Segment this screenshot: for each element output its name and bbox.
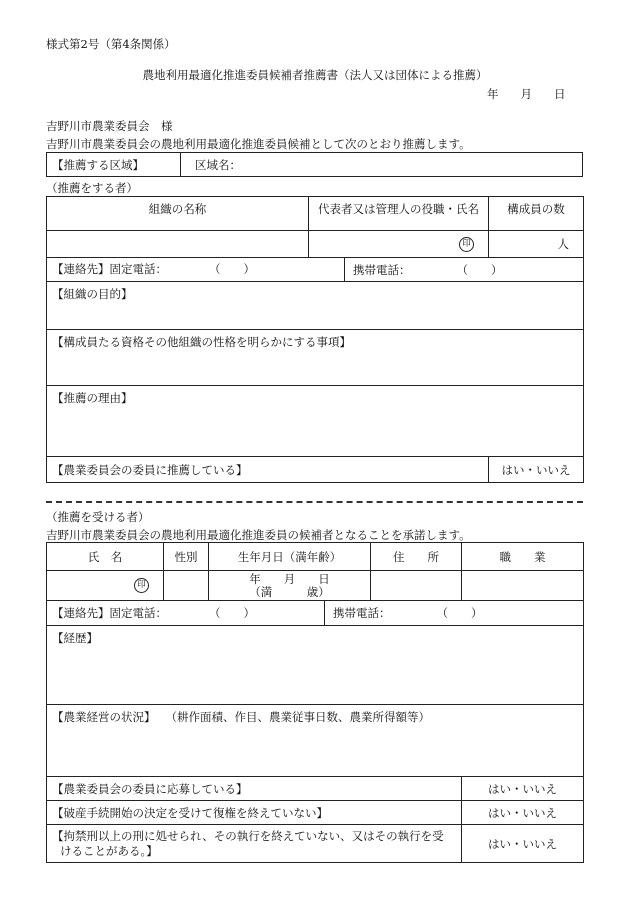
col-representative: 代表者又は管理人の役職・氏名 — [309, 197, 489, 231]
col-member-count: 構成員の数 — [489, 197, 584, 231]
col-org-name: 組織の名称 — [47, 197, 309, 231]
nominee-mobile-parens: （ ） — [436, 606, 483, 620]
nominee-landline-parens: （ ） — [209, 606, 255, 620]
recommender-heading: （推薦をする者） — [46, 181, 138, 195]
member-count-field[interactable]: 人 — [489, 231, 584, 258]
address-field[interactable] — [371, 571, 462, 601]
col-address: 住 所 — [371, 543, 462, 571]
representative-field[interactable] — [309, 231, 489, 258]
bankrupt-yes-no[interactable]: はい・いいえ — [462, 801, 584, 825]
bankrupt-question: 【破産手続開始の決定を受けて復権を終えていない】 — [47, 801, 462, 825]
intro-text: 吉野川市農業委員会の農地利用最適化推進委員候補として次のとおり推薦します。 — [46, 137, 471, 151]
nominee-heading: （推薦を受ける者） — [46, 510, 150, 524]
nominee-landline-label: 【連絡先】固定電話： — [52, 606, 167, 620]
occupation-field[interactable] — [462, 571, 584, 601]
col-name: 氏 名 — [47, 543, 164, 571]
recommended-yes-no[interactable]: はい・いいえ — [489, 457, 584, 483]
mobile-parens: （ ） — [456, 262, 503, 277]
recommended-question: 【農業委員会の委員に推薦している】 — [47, 457, 489, 483]
recommender-table — [46, 196, 584, 483]
consent-text: 吉野川市農業委員会の農地利用最適化推進委員の候補者となることを承諾します。 — [46, 528, 471, 542]
birth-date-text: 年 月 日 — [249, 571, 330, 586]
applied-yes-no[interactable]: はい・いいえ — [462, 777, 584, 801]
nominee-contact-row — [47, 601, 584, 626]
region-label: 【推薦する区域】 — [47, 153, 181, 177]
seal-icon: 印 — [134, 578, 149, 593]
region-table — [46, 152, 583, 177]
landline-parens: （ ） — [209, 262, 255, 276]
farming-label: 【農業経営の状況】 — [52, 710, 156, 724]
col-occupation: 職 業 — [462, 543, 584, 571]
recommender-contact-row — [47, 258, 584, 282]
reason-field[interactable]: 【推薦の理由】 — [47, 386, 584, 457]
region-name-field[interactable]: 区域名： — [181, 153, 583, 177]
mobile-field[interactable] — [345, 263, 503, 277]
landline-field[interactable] — [47, 258, 345, 281]
seal-icon: 印 — [459, 237, 474, 252]
criminal-question: 【拘禁刑以上の刑に処せられ、その執行を終えていない、又はその執行を受けることがある。】 — [47, 825, 462, 863]
org-name-field[interactable] — [47, 231, 309, 258]
document-title: 農地利用最適化推進委員候補者推薦書（法人又は団体による推薦） — [142, 68, 488, 82]
col-birthdate: 生年月日（満年齢） — [209, 543, 371, 571]
farming-status-field[interactable] — [47, 705, 584, 777]
criminal-yes-no[interactable]: はい・いいえ — [462, 825, 584, 863]
mobile-label: 携帯電話： — [353, 262, 411, 277]
sex-field[interactable] — [164, 571, 209, 601]
nominee-landline-field[interactable] — [47, 601, 325, 625]
nominee-table — [46, 542, 584, 863]
nominee-mobile-field[interactable] — [325, 606, 483, 620]
farming-note: （耕作面積、作目、農業従事日数、農業所得額等） — [165, 710, 430, 724]
addressee: 吉野川市農業委員会 様 — [46, 119, 173, 133]
nominee-name-field[interactable] — [47, 571, 164, 601]
birthdate-field[interactable] — [209, 571, 371, 601]
cut-line-divider — [46, 501, 583, 503]
nominee-mobile-label: 携帯電話： — [333, 606, 391, 620]
date-month: 月 — [520, 87, 532, 101]
career-field[interactable]: 【経歴】 — [47, 626, 584, 705]
date-day: 日 — [554, 87, 566, 101]
birth-age-text: （満 歳） — [249, 584, 330, 599]
qualification-field[interactable]: 【構成員たる資格その他組織の性格を明らかにする事項】 — [47, 330, 584, 386]
landline-label: 【連絡先】固定電話： — [52, 262, 167, 276]
applied-question: 【農業委員会の委員に応募している】 — [47, 777, 462, 801]
col-sex: 性別 — [164, 543, 209, 571]
form-number: 様式第2号（第4条関係） — [46, 37, 176, 51]
date-year: 年 — [487, 87, 499, 101]
date-line — [487, 86, 566, 102]
org-purpose-field[interactable]: 【組織の目的】 — [47, 282, 584, 330]
